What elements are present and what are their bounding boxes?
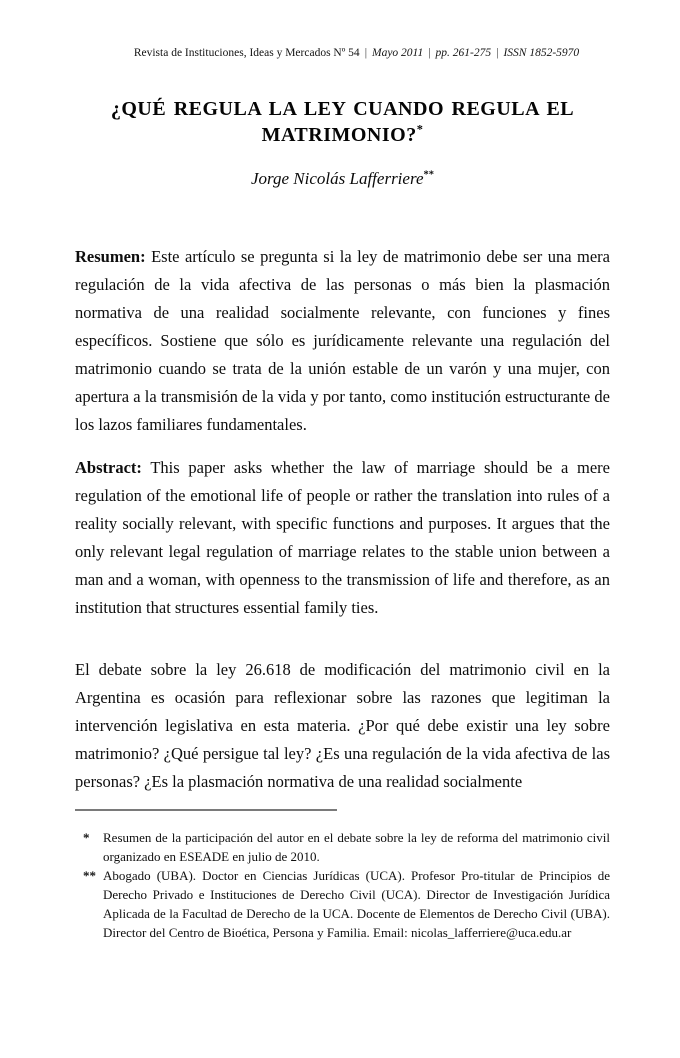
journal-header xyxy=(89,0,624,60)
abstract-text: This paper asks whether the law of marriage should be a mere regulation of the emotional life of people or rather the translation into rules of a reality socially relevant, with specific functions and purposes. It argues that the only relevant legal regulation of marriage relates to the stable union between a man and a woman, with openness to the transmission of life and therefore, as an institution that structures essential family ties. xyxy=(75,458,610,617)
page-title xyxy=(75,96,610,148)
abstract-paragraph xyxy=(75,454,610,622)
page-range: pp. 261-275 xyxy=(435,47,492,59)
body-paragraph: El debate sobre la ley 26.618 de modificación del matrimonio civil en la Argentina es ocasión para reflexionar sobre las razones que legitiman la intervención legislativa en esta materia. ¿Por qué debe existir una ley sobre matrimonio? ¿Qué persigue tal ley? ¿Es una regulación de la vida afectiva de las personas? ¿Es la plasmación normativa de una realidad socialmente xyxy=(75,660,610,791)
abstract-section xyxy=(75,243,610,622)
header-separator: | xyxy=(496,47,499,59)
resumen-label: Resumen: xyxy=(75,247,146,266)
journal-name: Revista de Instituciones, Ideas y Mercados Nº 54 xyxy=(133,47,360,59)
title-text: ¿QUÉ REGULA LA LEY CUANDO REGULA EL MATRIMONIO? xyxy=(110,98,575,146)
footnotes-section xyxy=(75,828,610,942)
footnote xyxy=(75,828,610,866)
issue-date: Mayo 2011 xyxy=(372,47,424,59)
header-separator: | xyxy=(428,47,431,59)
footnote xyxy=(75,866,610,942)
issn: ISSN 1852-5970 xyxy=(503,47,580,59)
footnote-text: Abogado (UBA). Doctor en Ciencias Jurídicas (UCA). Profesor Pro-titular de Principios de Derecho Privado e Instituciones de Derecho Civil (UCA). Director de Investigación Jurídica Aplicada de la Facultad de Derecho de la UCA. Docente de Elementos de Derecho Civil (UBA). Director del Centro de Bioética, Persona y Familia. Email: nicolas_lafferriere@uca.edu.ar xyxy=(103,868,610,940)
footnote-text: Resumen de la participación del autor en el debate sobre la ley de reforma del matrimonio civil organizado en ESEADE en julio de 2010. xyxy=(103,830,610,864)
author-name: Jorge Nicolás Lafferriere xyxy=(250,169,424,188)
title-footnote-marker: * xyxy=(416,122,424,137)
body-section xyxy=(75,656,610,796)
resumen-paragraph xyxy=(75,243,610,439)
author-footnote-marker: ** xyxy=(423,169,435,181)
page-content xyxy=(75,0,610,942)
abstract-label: Abstract: xyxy=(75,458,142,477)
footnote-marker: ** xyxy=(83,868,96,883)
footnote-separator-line xyxy=(75,809,337,811)
header-separator: | xyxy=(364,47,367,59)
author-line xyxy=(75,167,610,191)
resumen-text: Este artículo se pregunta si la ley de matrimonio debe ser una mera regulación de la vida afectiva de las personas o más bien la plasmación normativa de una realidad socialmente relevante, con funciones y fines específicos. Sostiene que sólo es jurídicamente relevante una regulación del matrimonio cuando se trata de la unión estable de un varón y una mujer, con apertura a la transmisión de la vida y por tanto, como institución estructurante de los lazos familiares fundamentales. xyxy=(75,247,610,434)
footnote-marker: * xyxy=(83,830,90,845)
